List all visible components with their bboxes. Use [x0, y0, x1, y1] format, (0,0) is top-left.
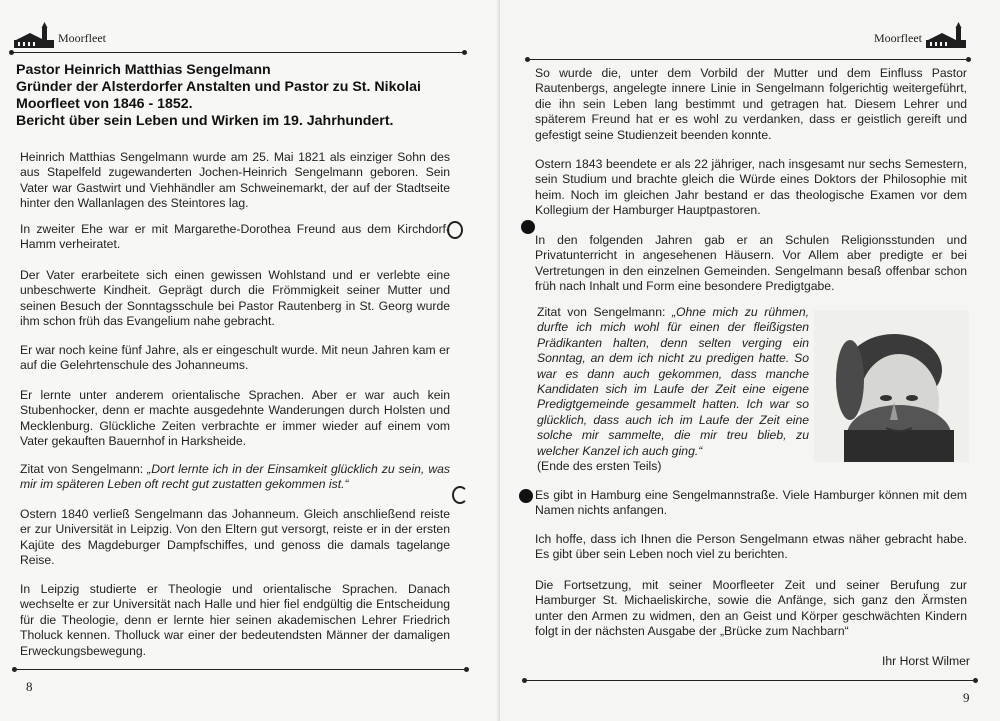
quote-intro: Zitat von Sengelmann: [537, 305, 672, 319]
rule-dot [462, 50, 467, 55]
quote-paragraph [20, 462, 450, 493]
author-signature: Ihr Horst Wilmer [881, 654, 970, 668]
header-label-left: Moorfleet [58, 31, 106, 45]
paragraph: Es gibt in Hamburg eine Sengelmannstraße. Viele Hamburger können mit dem Namen nichts anfangen. [535, 488, 967, 518]
rule-dot [9, 50, 14, 55]
church-icon [14, 22, 54, 50]
rule-dot [966, 57, 971, 62]
title-line: Pastor Heinrich Matthias Sengelmann [16, 62, 271, 78]
quote-end-note: (Ende des ersten Teils) [537, 459, 662, 474]
page-number: 9 [963, 690, 970, 705]
paragraph: Er lernte unter anderem orientalische Sprachen. Aber er war auch kein Stubenhocker, denn er machte ausgedehnte Wanderungen durch Holsten und Mecklenburg. Glückliche Zeiten verbrachte er immer wieder auf einem vom Vater gekauften Bauernhof in Harksheide. [20, 388, 450, 449]
paragraph: In den folgenden Jahren gab er an Schulen Religionsstunden und Privatunterricht in angesehenen Häusern. Vor Allem aber predigte er bei Vertretungen in den einzelnen Gemeinden. Sengelmann besaß offenbar schon früh nach Inhalt und Form eine besondere Predigtgabe. [535, 233, 967, 294]
quote-text: „Ohne mich zu rühmen, durfte ich mich wohl für einen der fleißigsten Prädikanten halten, denn selten verging ein Sonntag, an dem ich nicht zu predigen hatte. So war es dann auch gekommen, dass manche Kandidaten sich im Laufe der Zeit eine eigene Predigtgemeinde gesammelt hatten. Ich war so glücklich, dass auch ich im Laufe der Zeit eine solche mir sammelte, die mir treu blieb, zu welcher Kanzel ich auch ging.“ [537, 305, 809, 458]
footer-rule-right [525, 680, 975, 681]
rule-dot [522, 678, 527, 683]
title-line: Gründer der Alsterdorfer Anstalten und Pastor zu St. Nikolai [16, 79, 421, 95]
paragraph: Der Vater erarbeitete sich einen gewissen Wohlstand und er verlebte eine unbeschwerte Kindheit. Geprägt durch die Frömmigkeit seiner Mutter und seinen Besuch der Sonntagsschule bei Pastor Rautenberg in St. Georg wurde ihm schon früh das Evangelium nahe gebracht. [20, 268, 450, 329]
title-line: Moorfleet von 1846 - 1852. [16, 96, 193, 112]
rule-dot [973, 678, 978, 683]
quote-paragraph [537, 305, 809, 459]
left-header [14, 22, 110, 50]
header-label-right: Moorfleet [874, 31, 922, 45]
paragraph: Ostern 1840 verließ Sengelmann das Johanneum. Gleich anschließend reiste er zur Universität in Leipzig. Von den Eltern gut versorgt, reiste er in der ersten Kajüte des Magdeburger Dampfschiffes, und genoss die damals tagelange Reise. [20, 507, 450, 568]
bullet-mark-icon [519, 489, 533, 503]
quote-block [537, 305, 809, 474]
paragraph: Die Fortsetzung, mit seiner Moorfleeter Zeit und seiner Berufung zur Hamburger St. Michaeliskirche, sowie die Anfänge, sich ganz den Ärmsten unter den Armen zu widmen, den an Geist und Körper geschwächten Kindern folgt in der nächsten Ausgabe der „Brücke zum Nachbarn“ [535, 578, 967, 639]
paragraph: Er war noch keine fünf Jahre, als er eingeschult wurde. Mit neun Jahren kam er auf die Gelehrtenschule des Johanneums. [20, 343, 450, 373]
page-number: 8 [26, 679, 33, 694]
footer-rule-left [14, 669, 466, 670]
paragraph: Ich hoffe, dass ich Ihnen die Person Sengelmann etwas näher gebracht habe. Es gibt über sein Leben noch viel zu berichten. [535, 532, 967, 562]
circle-mark-icon [447, 221, 463, 239]
quote-text: „Dort lernte ich in der Einsamkeit glücklich zu sein, was mir im späteren Leben oft recht gut zustatten gekommen ist.“ [20, 462, 451, 492]
paragraph: Heinrich Matthias Sengelmann wurde am 25. Mai 1821 als einziger Sohn des aus Stapelfeld zugewanderten Jochen-Heinrich Sengelmann geboren. Sein Vater war Gastwirt und Viehhändler am Schweinemarkt, der auf der Stadtseite hinter den Wallanlagen des Steintores lag. [20, 150, 450, 211]
rule-dot [464, 667, 469, 672]
paragraph: In Leipzig studierte er Theologie und orientalische Sprachen. Danach wechselte er zur Universität nach Halle und hier fiel endgültig die Entscheidung für die Theologie, denn er lernte hier seinen akademischen Lehrer Friedrich Tholuck kennen. Tholluck war einer der bedeutendsten Männer der damaligen Erweckungsbewegung. [20, 582, 450, 658]
header-rule-left [12, 52, 464, 53]
quote-intro: Zitat von Sengelmann: [20, 462, 148, 476]
bullet-mark-icon [521, 220, 535, 234]
paragraph: So wurde die, unter dem Vorbild der Mutter und dem Einfluss Pastor Rautenbergs, angelegte innere Linie in Sengelmann folgerichtig weitergeführt, die ihn sein Leben lang bestimmt und getragen hat. Diesem Lehrer und späterem Freund hat er es wohl zu verdanken, dass er geistlich gereift und gefestigt seine Studienzeit beenden konnte. [535, 66, 967, 142]
paragraph: Ostern 1843 beendete er als 22 jähriger, nach insgesamt nur sechs Semestern, sein Studium und brachte gleich die Würde eines Doktors der Philosophie mit heim. Noch im gleichen Jahr bestand er das theologische Examen vor dem Kollegium der Hamburger Hauptpastoren. [535, 157, 967, 218]
rule-dot [525, 57, 530, 62]
article-title [16, 62, 456, 130]
title-line: Bericht über sein Leben und Wirken im 19. Jahrhundert. [16, 113, 394, 129]
right-header [870, 22, 966, 50]
sengelmann-portrait [814, 310, 969, 462]
church-icon [926, 22, 966, 50]
rule-dot [12, 667, 17, 672]
paragraph: In zweiter Ehe war er mit Margarethe-Dorothea Freund aus dem Kirchdorf-Hamm verheiratet. [20, 222, 450, 252]
circle-mark-icon [452, 486, 468, 504]
header-rule-right [528, 59, 968, 60]
